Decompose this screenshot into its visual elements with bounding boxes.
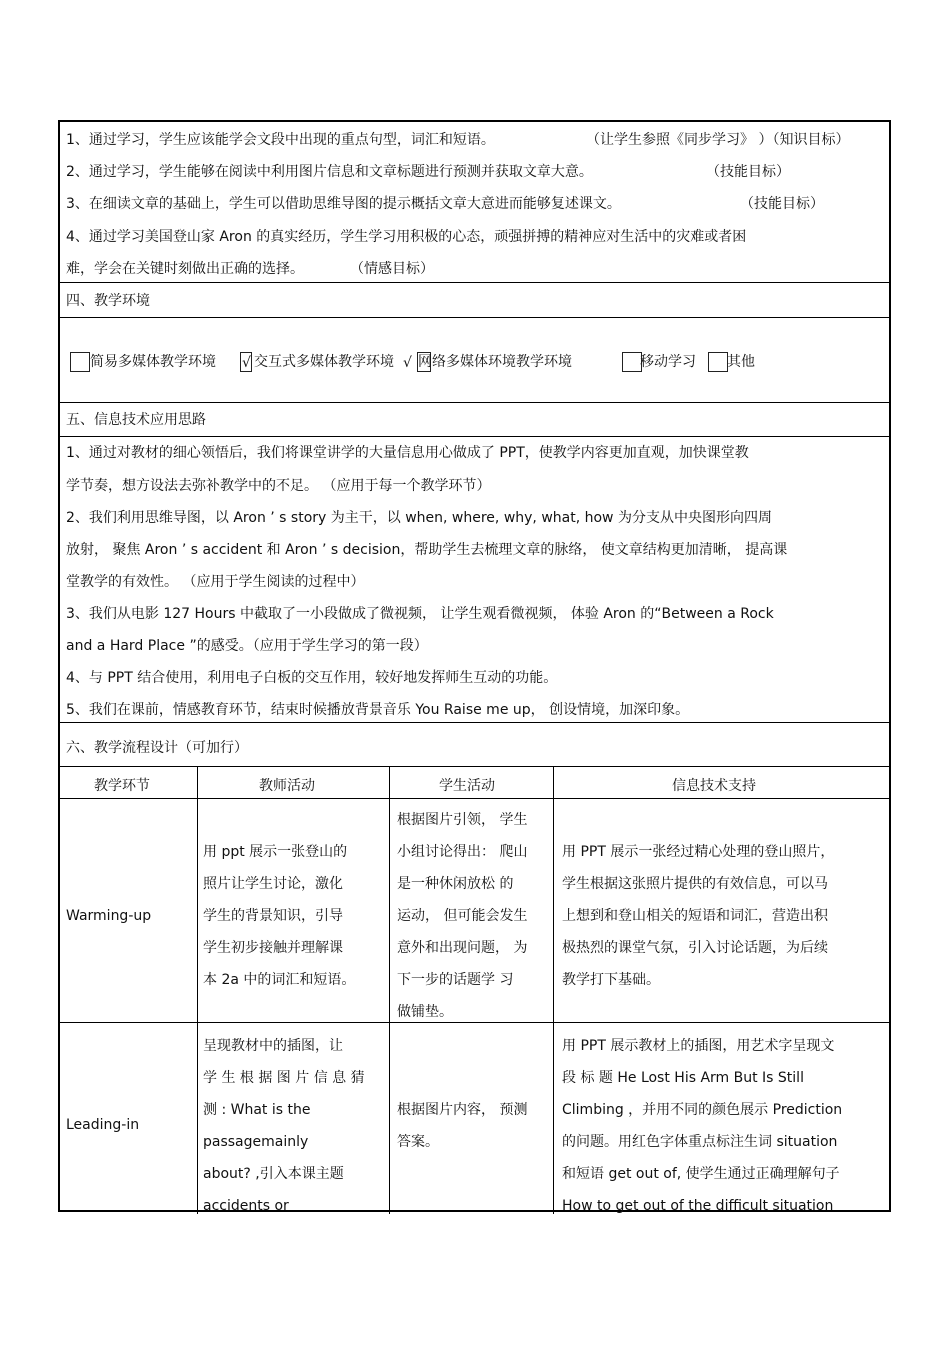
tech-line: Climbing ，并用不同的颜色展示 Prediction: [562, 1102, 843, 1118]
objective-2-note: （技能目标）: [706, 164, 790, 180]
checkmark-icon: √: [403, 355, 412, 371]
lesson-plan-table: [58, 120, 891, 1212]
checkbox-interactive-multimedia[interactable]: [240, 352, 252, 372]
tech-line: 上想到和登山相关的短语和词汇，营造出积: [562, 908, 828, 924]
env-option-label: 交互式多媒体教学环境: [254, 354, 394, 370]
env-title: 四、教学环境: [66, 293, 150, 309]
rule: [60, 766, 889, 767]
teacher-line: 学 生 根 据 图 片 信 息 猜: [203, 1070, 365, 1086]
tech-line: 用 PPT 展示教材上的插图，用艺术字呈现文: [562, 1038, 835, 1054]
col-header-teacher: 教师活动: [259, 778, 315, 794]
rule: [60, 798, 889, 799]
checkbox-other[interactable]: [708, 352, 728, 372]
teacher-line: 照片让学生讨论，激化: [203, 876, 343, 892]
rule: [60, 282, 889, 283]
student-line: 根据图片内容， 预测: [397, 1102, 528, 1118]
rule: [60, 317, 889, 318]
checkbox-mobile-learning[interactable]: [622, 352, 642, 372]
objective-2: 2、通过学习，学生能够在阅读中利用图片信息和文章标题进行预测并获取文章大意。: [66, 164, 593, 180]
env-option-label: 网络多媒体环境教学环境: [418, 354, 572, 370]
checkbox-simple-multimedia[interactable]: [70, 352, 90, 372]
rule: [60, 722, 889, 723]
objective-4-line1: 4、通过学习美国登山家 Aron 的真实经历，学生学习用积极的心态，顽强拼搏的精神应对生活中的灾难或者困: [66, 229, 747, 245]
it-line: 5、我们在课前，情感教育环节，结束时候播放背景音乐 You Raise me up， 创设情境，加深印象。: [66, 702, 690, 718]
objective-1: 1、通过学习，学生应该能学会文段中出现的重点句型，词汇和短语。: [66, 132, 495, 148]
teacher-line: about? ,引入本课主题: [203, 1166, 344, 1182]
flow-title: 六、教学流程设计（可加行）: [66, 740, 248, 756]
it-line: 堂教学的有效性。 （应用于学生阅读的过程中）: [66, 574, 365, 590]
objective-3: 3、在细读文章的基础上，学生可以借助思维导图的提示概括文章大意进而能够复述课文。: [66, 196, 621, 212]
col-header-stage: 教学环节: [94, 778, 150, 794]
student-line: 运动， 但可能会发生: [397, 908, 528, 924]
col-header-tech: 信息技术支持: [672, 778, 756, 794]
tech-line: 学生根据这张照片提供的有效信息，可以马: [562, 876, 828, 892]
col-header-student: 学生活动: [439, 778, 495, 794]
teacher-line: 呈现教材中的插图，让: [203, 1038, 343, 1054]
student-line: 是一种休闲放松 的: [397, 876, 514, 892]
teacher-line: 测 : What is the: [203, 1102, 311, 1118]
objective-4-line2: 难，学会在关键时刻做出正确的选择。: [66, 261, 304, 277]
objective-3-note: （技能目标）: [740, 196, 824, 212]
objective-1-note: （让学生参照《同步学习》 ）（知识目标）: [586, 132, 850, 148]
env-option-label: 移动学习: [640, 354, 696, 370]
column-divider: [389, 766, 390, 1214]
tech-line: 教学打下基础。: [562, 972, 660, 988]
student-line: 做铺垫。: [397, 1004, 453, 1020]
tech-line: 极热烈的课堂气氛，引入讨论话题，为后续: [562, 940, 828, 956]
student-line: 意外和出现问题， 为: [397, 940, 528, 956]
student-line: 根据图片引领， 学生: [397, 812, 528, 828]
stage-cell: Leading-in: [66, 1117, 140, 1133]
it-line: and a Hard Place ”的感受。（应用于学生学习的第一段）: [66, 638, 428, 654]
student-line: 小组讨论得出： 爬山: [397, 844, 528, 860]
teacher-line: 学生初步接触并理解课: [203, 940, 343, 956]
it-line: 放射， 聚焦 Aron ’ s accident 和 Aron ’ s decision，帮助学生去梳理文章的脉络， 使文章结构更加清晰， 提高课: [66, 542, 788, 558]
teacher-line: 学生的背景知识，引导: [203, 908, 343, 924]
tech-line: 的问题。用红色字体重点标注生词 situation: [562, 1134, 838, 1150]
rule: [60, 402, 889, 403]
env-option-label: 简易多媒体教学环境: [90, 354, 216, 370]
env-option-label: 其他: [727, 354, 755, 370]
teacher-line: 用 ppt 展示一张登山的: [203, 844, 348, 860]
it-line: 3、我们从电影 127 Hours 中截取了一小段做成了微视频， 让学生观看微视频， 体验 Aron 的“Between a Rock: [66, 606, 774, 622]
it-line: 学节奏，想方设法去弥补教学中的不足。 （应用于每一个教学环节）: [66, 478, 491, 494]
it-line: 4、与 PPT 结合使用，利用电子白板的交互作用，较好地发挥师生互动的功能。: [66, 670, 558, 686]
tech-line: 段 标 题 He Lost His Arm But Is Still: [562, 1070, 804, 1086]
it-title: 五、信息技术应用思路: [66, 412, 206, 428]
it-line: 1、通过对教材的细心领悟后，我们将课堂讲学的大量信息用心做成了 PPT，使教学内容更加直观，加快课堂教: [66, 445, 749, 461]
column-divider: [197, 766, 198, 1214]
rule: [60, 436, 889, 437]
it-line: 2、我们利用思维导图，以 Aron ’ s story 为主干，以 when, where, why, what, how 为分支从中央图形向四周: [66, 510, 772, 526]
tech-line: 和短语 get out of, 使学生通过正确理解句子: [562, 1166, 840, 1182]
tech-line: How to get out of the difficult situation: [562, 1198, 834, 1214]
stage-cell: Warming-up: [66, 908, 152, 924]
teacher-line: passagemainly: [203, 1134, 309, 1150]
tech-line: 用 PPT 展示一张经过精心处理的登山照片，: [562, 844, 835, 860]
student-line: 下一步的话题学 习: [397, 972, 514, 988]
objective-4-note: （情感目标）: [350, 261, 434, 277]
column-divider: [553, 766, 554, 1214]
student-line: 答案。: [397, 1134, 439, 1150]
checkmark-icon: √: [242, 355, 251, 371]
teacher-line: accidents or: [203, 1198, 289, 1214]
teacher-line: 本 2a 中的词汇和短语。: [203, 972, 356, 988]
rule: [60, 1022, 889, 1023]
